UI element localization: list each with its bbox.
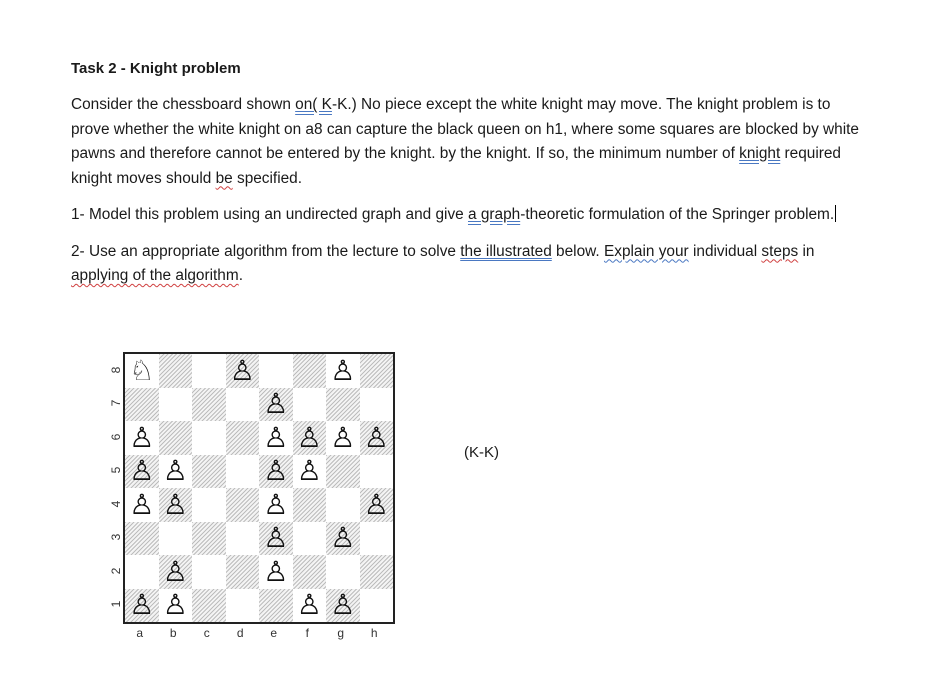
white-knight-icon: ♘: [129, 353, 155, 387]
square-b2: [159, 555, 193, 589]
square-b1: [159, 589, 193, 623]
white-pawn-icon: ♙: [162, 588, 188, 622]
white-pawn-icon: ♙: [296, 454, 322, 488]
square-e8: [259, 354, 293, 388]
intro-text-2: on( K: [295, 96, 332, 113]
square-f6: [293, 421, 327, 455]
square-d8: [226, 354, 260, 388]
white-pawn-icon: ♙: [263, 420, 289, 454]
square-h7: [360, 388, 394, 422]
square-h3: [360, 522, 394, 556]
rank-label-6: 6: [109, 433, 123, 441]
file-label-h: h: [370, 626, 378, 640]
white-pawn-icon: ♙: [263, 387, 289, 421]
q2-text-5: individual: [688, 242, 762, 260]
square-f2: [293, 555, 327, 589]
square-g6: [326, 421, 360, 455]
square-g8: [326, 354, 360, 388]
question-2: [71, 240, 871, 289]
board-caption: (K-K): [464, 444, 499, 461]
square-a1: [125, 589, 159, 623]
rank-label-7: 7: [109, 399, 123, 407]
rank-label-2: 2: [109, 567, 123, 575]
square-f8: [293, 354, 327, 388]
intro-text-6: be: [215, 169, 233, 187]
q2-text-6: steps: [761, 242, 799, 260]
file-labels: [123, 626, 391, 640]
white-pawn-icon: ♙: [162, 487, 188, 521]
white-pawn-icon: ♙: [330, 588, 356, 622]
square-f3: [293, 522, 327, 556]
q1-text-1: 1- Model this problem using an undirected graph and give: [71, 206, 468, 223]
q2-text-2: the illustrated: [460, 242, 552, 260]
square-g2: [326, 555, 360, 589]
square-c7: [192, 388, 226, 422]
white-pawn-icon: ♙: [263, 521, 289, 555]
square-a2: [125, 555, 159, 589]
text-cursor: [835, 205, 836, 222]
square-a3: [125, 522, 159, 556]
square-e1: [259, 589, 293, 623]
square-h8: [360, 354, 394, 388]
question-1: [71, 203, 871, 228]
square-d1: [226, 589, 260, 623]
white-pawn-icon: ♙: [229, 353, 255, 387]
square-c8: [192, 354, 226, 388]
white-pawn-icon: ♙: [263, 487, 289, 521]
white-pawn-icon: ♙: [263, 554, 289, 588]
square-g3: [326, 522, 360, 556]
q2-text-1: 2- Use an appropriate algorithm from the lecture to solve: [71, 242, 461, 260]
white-pawn-icon: ♙: [129, 588, 155, 622]
square-c5: [192, 455, 226, 489]
square-e7: [259, 388, 293, 422]
q2-text-4: Explain your: [603, 242, 689, 260]
square-d4: [226, 488, 260, 522]
square-g7: [326, 388, 360, 422]
intro-text-4: knight: [739, 145, 781, 162]
square-b3: [159, 522, 193, 556]
square-f7: [293, 388, 327, 422]
square-g1: [326, 589, 360, 623]
white-pawn-icon: ♙: [330, 521, 356, 555]
rank-label-8: 8: [109, 366, 123, 374]
chessboard: [123, 352, 395, 624]
white-pawn-icon: ♙: [363, 487, 389, 521]
square-a6: [125, 421, 159, 455]
square-g5: [326, 455, 360, 489]
intro-text-3: -K.) No piece except the white knight may move. The knight problem is to prove whether the white knight on a8 can capture the black queen on h1, where some squares are blocked by white pawns and therefore cannot be entered by the knight. by the knight. If so, the minimum number of: [71, 96, 859, 162]
square-h6: [360, 421, 394, 455]
square-b4: [159, 488, 193, 522]
task-title: Task 2 - Knight problem: [71, 60, 241, 77]
white-pawn-icon: ♙: [363, 420, 389, 454]
square-h5: [360, 455, 394, 489]
white-pawn-icon: ♙: [263, 454, 289, 488]
white-pawn-icon: ♙: [162, 454, 188, 488]
square-c6: [192, 421, 226, 455]
intro-paragraph: [71, 93, 871, 191]
square-b6: [159, 421, 193, 455]
intro-text-5: required knight moves should: [71, 145, 841, 187]
square-b7: [159, 388, 193, 422]
square-d6: [226, 421, 260, 455]
white-pawn-icon: ♙: [162, 554, 188, 588]
square-h2: [360, 555, 394, 589]
square-f5: [293, 455, 327, 489]
q1-text-2: a graph: [467, 206, 521, 223]
square-e6: [259, 421, 293, 455]
square-a7: [125, 388, 159, 422]
white-pawn-icon: ♙: [296, 588, 322, 622]
square-b8: [159, 354, 193, 388]
file-label-c: c: [203, 626, 210, 640]
square-f1: [293, 589, 327, 623]
square-e5: [259, 455, 293, 489]
file-label-g: g: [337, 626, 345, 640]
white-pawn-icon: ♙: [129, 454, 155, 488]
white-pawn-icon: ♙: [129, 420, 155, 454]
square-h4: [360, 488, 394, 522]
file-label-b: b: [169, 626, 177, 640]
square-e4: [259, 488, 293, 522]
white-pawn-icon: ♙: [296, 420, 322, 454]
document-body: [71, 58, 871, 301]
file-label-f: f: [305, 626, 309, 640]
square-c3: [192, 522, 226, 556]
square-d5: [226, 455, 260, 489]
square-g4: [326, 488, 360, 522]
square-c1: [192, 589, 226, 623]
square-h1: [360, 589, 394, 623]
intro-text-1: Consider the chessboard shown: [71, 96, 296, 113]
rank-label-4: 4: [109, 500, 123, 508]
rank-label-3: 3: [109, 533, 123, 541]
file-label-a: a: [136, 626, 144, 640]
q2-text-8: applying of the algorithm: [71, 267, 239, 284]
square-a8: [125, 354, 159, 388]
rank-label-1: 1: [109, 600, 123, 608]
square-a4: [125, 488, 159, 522]
q1-text-3: -theoretic formulation of the Springer problem.: [520, 206, 835, 223]
square-c2: [192, 555, 226, 589]
file-label-d: d: [236, 626, 244, 640]
square-a5: [125, 455, 159, 489]
file-label-e: e: [270, 626, 278, 640]
white-pawn-icon: ♙: [330, 420, 356, 454]
q2-text-7: in: [798, 242, 815, 260]
white-pawn-icon: ♙: [129, 487, 155, 521]
white-pawn-icon: ♙: [330, 353, 356, 387]
intro-text-7: specified.: [232, 169, 303, 187]
square-d2: [226, 555, 260, 589]
square-e3: [259, 522, 293, 556]
square-d7: [226, 388, 260, 422]
square-b5: [159, 455, 193, 489]
square-f4: [293, 488, 327, 522]
rank-label-5: 5: [109, 466, 123, 474]
square-c4: [192, 488, 226, 522]
square-d3: [226, 522, 260, 556]
square-e2: [259, 555, 293, 589]
q2-text-3: below.: [551, 242, 604, 260]
q2-text-9: .: [238, 267, 243, 284]
